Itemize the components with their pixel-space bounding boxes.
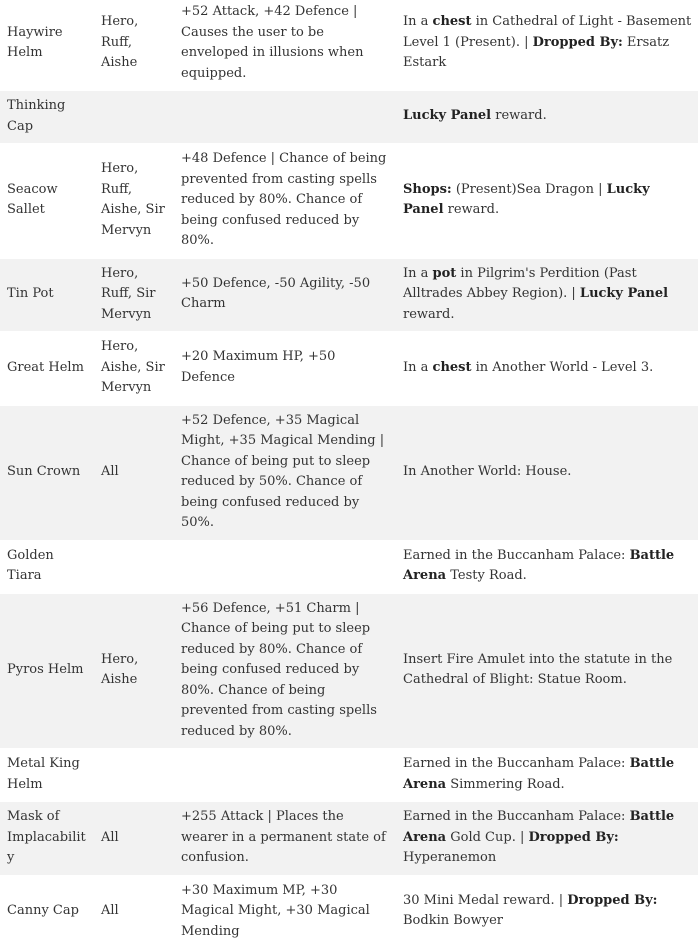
- location-text: in Cathedral of Light - Basement Level 1 (Present). |: [403, 14, 692, 50]
- location-keyword: pot: [432, 265, 457, 281]
- item-name-cell: Tin Pot: [0, 258, 94, 332]
- location-keyword: chest: [432, 14, 472, 30]
- location-keyword: Lucky Panel: [579, 286, 669, 301]
- effect-cell: +255 Attack | Places the wearer in a permanent state of confusion.: [174, 802, 396, 876]
- location-keyword: Lucky Panel: [403, 181, 650, 218]
- location-keyword: Dropped By:: [528, 829, 619, 845]
- location-text: Earned in the Buccanham Palace:: [403, 756, 630, 771]
- location-text: Simmering Road.: [446, 776, 565, 792]
- location-text: 30 Mini Medal reward. |: [403, 892, 568, 908]
- table-row: [0, 405, 698, 540]
- item-name-cell: Haywire Helm: [0, 0, 94, 91]
- effect-cell: +52 Attack, +42 Defence | Causes the user to be enveloped in illusions when equipped.: [174, 0, 396, 91]
- location-cell: [396, 540, 698, 593]
- effect-cell: +48 Defence | Chance of being prevented from casting spells reduced by 80%. Chance of being confused reduced by 80%.: [174, 144, 396, 259]
- item-name-cell: Seacow Sallet: [0, 144, 94, 259]
- location-cell: [396, 258, 698, 332]
- effect-cell: +52 Defence, +35 Magical Might, +35 Magical Mending | Chance of being put to sleep reduced by 50%. Chance of being confused reduced by 50%.: [174, 405, 396, 540]
- location-keyword: Battle Arena: [403, 547, 675, 583]
- location-keyword: Shops:: [403, 181, 452, 197]
- location-text: In a: [403, 359, 433, 375]
- effect-cell: [174, 749, 396, 802]
- effect-cell: [174, 91, 396, 144]
- location-text: Insert Fire Amulet into the statute in the Cathedral of Blight: Statue Room.: [403, 651, 673, 688]
- table-row: [0, 91, 698, 144]
- location-text: reward.: [443, 202, 500, 218]
- location-keyword: Battle Arena: [403, 809, 675, 845]
- table-row: [0, 802, 698, 876]
- effect-cell: +50 Defence, -50 Agility, -50 Charm: [174, 258, 396, 332]
- effect-cell: +30 Maximum MP, +30 Magical Might, +30 Magical Mending: [174, 875, 396, 949]
- location-keyword: Dropped By:: [532, 34, 623, 50]
- equippable-by-cell: Hero, Aishe: [94, 593, 174, 749]
- item-name-cell: Pyros Helm: [0, 593, 94, 749]
- location-cell: [396, 332, 698, 406]
- equippable-by-cell: [94, 91, 174, 144]
- location-cell: [396, 144, 698, 259]
- location-keyword: chest: [432, 359, 472, 375]
- effect-cell: +20 Maximum HP, +50 Defence: [174, 332, 396, 406]
- equippable-by-cell: Hero, Ruff, Sir Mervyn: [94, 258, 174, 332]
- location-cell: [396, 802, 698, 876]
- equippable-by-cell: All: [94, 802, 174, 876]
- location-text: Hyperanemon: [403, 850, 497, 865]
- table-row: [0, 332, 698, 406]
- item-name-cell: Sun Crown: [0, 405, 94, 540]
- item-name-cell: Mask of Implacability: [0, 802, 94, 876]
- equippable-by-cell: All: [94, 405, 174, 540]
- location-text: Earned in the Buccanham Palace:: [403, 809, 630, 824]
- equippable-by-cell: Hero, Aishe, Sir Mervyn: [94, 332, 174, 406]
- item-name-cell: Thinking Cap: [0, 91, 94, 144]
- effect-cell: [174, 540, 396, 593]
- location-cell: [396, 593, 698, 749]
- item-name-cell: Metal King Helm: [0, 749, 94, 802]
- location-text: Gold Cup. |: [446, 829, 529, 845]
- table-row: [0, 593, 698, 749]
- table-row: [0, 0, 698, 91]
- location-text: Testy Road.: [446, 568, 527, 583]
- location-text: Bodkin Bowyer: [403, 913, 504, 929]
- location-cell: [396, 749, 698, 802]
- location-keyword: Dropped By:: [567, 892, 658, 908]
- item-name-cell: Great Helm: [0, 332, 94, 406]
- location-text: reward.: [491, 108, 547, 124]
- location-cell: [396, 875, 698, 949]
- table-row: [0, 749, 698, 802]
- item-name-cell: Canny Cap: [0, 875, 94, 949]
- location-text: In a: [403, 14, 433, 30]
- equippable-by-cell: Hero, Ruff, Aishe, Sir Mervyn: [94, 144, 174, 259]
- equippable-by-cell: [94, 749, 174, 802]
- equippable-by-cell: All: [94, 875, 174, 949]
- table-row: [0, 875, 698, 949]
- equippable-by-cell: [94, 540, 174, 593]
- effect-cell: +56 Defence, +51 Charm | Chance of being put to sleep reduced by 80%. Chance of being confused reduced by 80%. Chance of being prevented from casting spells reduced by 80%.: [174, 593, 396, 749]
- location-cell: [396, 0, 698, 91]
- location-text: reward.: [403, 306, 455, 322]
- location-text: Earned in the Buccanham Palace:: [403, 547, 630, 563]
- item-name-cell: Golden Tiara: [0, 540, 94, 593]
- location-text: Ersatz Estark: [403, 34, 670, 71]
- location-text: in Pilgrim's Perdition (Past Alltrades Abbey Region). |: [403, 265, 637, 301]
- location-text: (Present)Sea Dragon |: [451, 181, 607, 197]
- table-row: [0, 258, 698, 332]
- location-cell: [396, 91, 698, 144]
- table-row: [0, 540, 698, 593]
- equippable-by-cell: Hero, Ruff, Aishe: [94, 0, 174, 91]
- location-text: in Another World - Level 3.: [471, 359, 654, 375]
- table-row: [0, 144, 698, 259]
- location-keyword: Battle Arena: [403, 756, 675, 792]
- location-text: In a: [403, 265, 433, 281]
- location-text: In Another World: House.: [403, 463, 572, 479]
- location-keyword: Lucky Panel: [403, 108, 492, 124]
- location-cell: [396, 405, 698, 540]
